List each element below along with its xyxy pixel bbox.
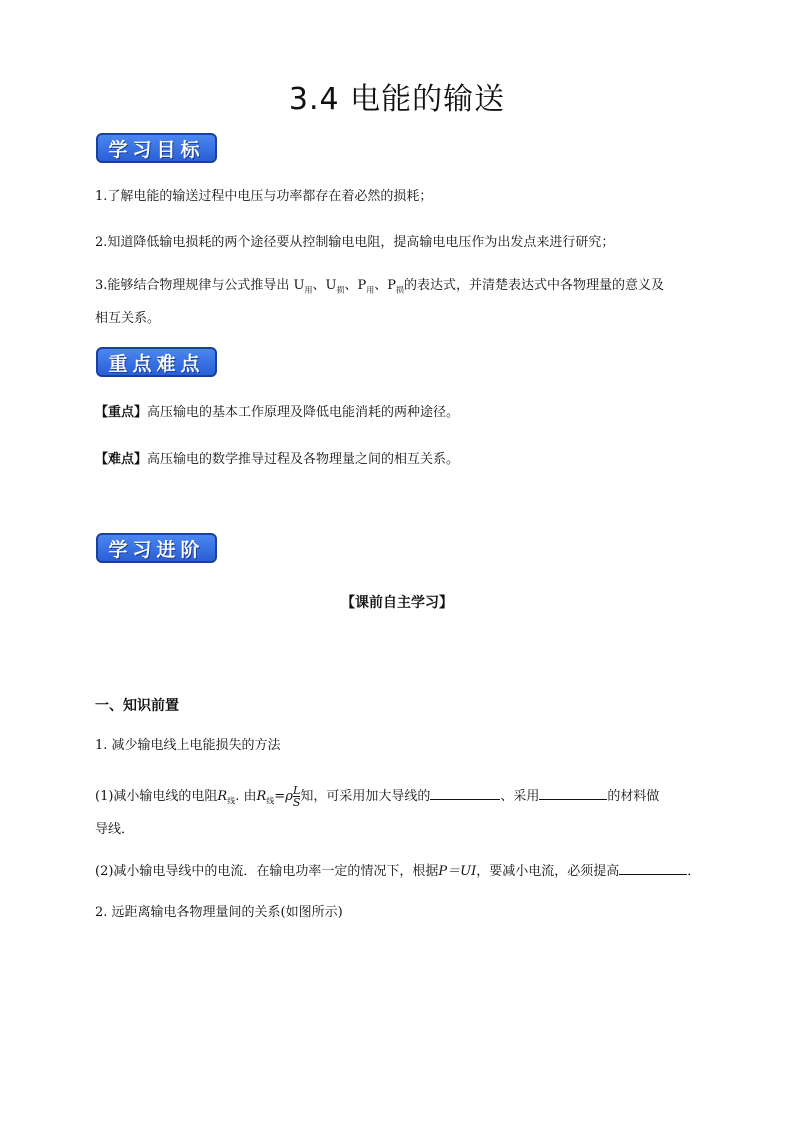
q1b-end: ． xyxy=(687,864,701,879)
q1a-text-3: 知，可采用加大导线的 xyxy=(300,789,431,804)
sub-yong: 用 xyxy=(304,285,313,295)
sub-yong: 用 xyxy=(366,285,375,295)
q1a-text-5: 的材料做 xyxy=(607,789,660,804)
symbol-r: R xyxy=(256,789,267,804)
goal-1: 1.了解电能的输送过程中电压与功率都存在着必然的损耗； xyxy=(95,189,433,204)
sub-sun: 损 xyxy=(396,285,405,295)
q1b-text-1: (2)减小输电导线中的电流．在输电功率一定的情况下，根据 xyxy=(95,864,439,879)
answer-blank-3[interactable] xyxy=(619,860,687,875)
badge-advance: 学习进阶 xyxy=(96,533,217,563)
goal-3-cont: 相互关系。 xyxy=(95,311,161,326)
question-1: 1. 减少输电线上电能损失的方法 xyxy=(95,738,281,753)
knowledge-heading: 一、知识前置 xyxy=(95,698,179,714)
key-label: 【重点】 xyxy=(95,405,148,420)
badge-goals: 学习目标 xyxy=(96,133,217,163)
question-2: 2. 远距离输电各物理量间的关系(如图所示) xyxy=(95,905,343,920)
goal-3-text-a: 3.能够结合物理规律与公式推导出 U xyxy=(95,278,305,293)
question-1a-cont: 导线． xyxy=(95,822,135,837)
q1a-text-4: 、采用 xyxy=(500,789,540,804)
frac-numerator: L xyxy=(292,784,301,797)
badge-key: 重点难点 xyxy=(96,347,217,377)
sep: 、 xyxy=(312,278,326,293)
answer-blank-1[interactable] xyxy=(430,785,500,800)
goal-2: 2.知道降低输电损耗的两个途径要从控制输电电阻，提高输电电压作为出发点来进行研究； xyxy=(95,235,615,250)
frac-denominator: S xyxy=(292,796,301,809)
q1a-text-1: (1)减小输电线的电阻 xyxy=(95,789,218,804)
symbol-p: P xyxy=(357,278,367,293)
symbol-r: R xyxy=(217,789,228,804)
difficult-label: 【难点】 xyxy=(95,452,148,467)
sub-sun: 损 xyxy=(336,285,345,295)
q1a-text-2: . 由 xyxy=(235,789,257,804)
difficult-point xyxy=(95,450,459,470)
section-preclass: 【课前自主学习】 xyxy=(341,595,453,611)
key-text: 高压输电的基本工作原理及降低电能消耗的两种途径。 xyxy=(147,405,460,420)
sub-xian: 线 xyxy=(227,796,236,806)
question-1b xyxy=(95,860,700,882)
question-1a xyxy=(95,785,659,812)
symbol-p: P xyxy=(387,278,397,293)
goal-3-text-b: 的表达式，并清楚表达式中各物理量的意义及 xyxy=(404,278,665,293)
symbol-rho: ρ xyxy=(285,789,293,804)
key-point xyxy=(95,403,459,423)
symbol-u: U xyxy=(325,278,337,293)
answer-blank-2[interactable] xyxy=(539,785,607,800)
sub-xian: 线 xyxy=(266,796,275,806)
equals: = xyxy=(274,789,286,804)
page-title: 3.4 电能的输送 xyxy=(288,82,506,117)
q1b-text-2: ，要减小电流，必须提高 xyxy=(476,864,620,879)
difficult-text: 高压输电的数学推导过程及各物理量之间的相互关系。 xyxy=(147,452,460,467)
sep: 、 xyxy=(374,278,388,293)
goal-3 xyxy=(95,276,664,301)
formula-p-ui: P＝UI xyxy=(438,864,477,879)
sep: 、 xyxy=(344,278,358,293)
